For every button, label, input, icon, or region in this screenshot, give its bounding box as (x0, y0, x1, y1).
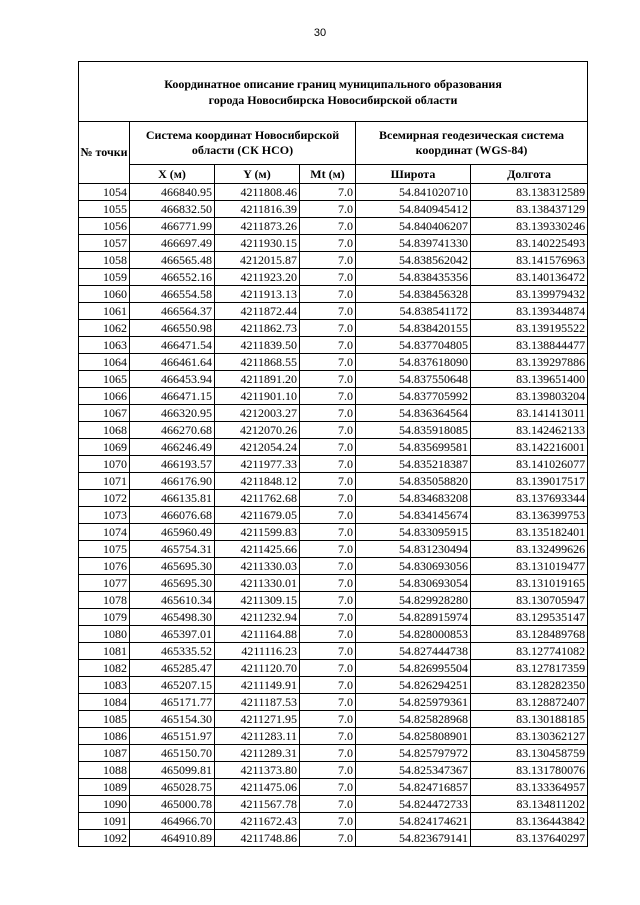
cell-x: 465397.01 (130, 626, 215, 643)
cell-x: 465171.77 (130, 694, 215, 711)
cell-latitude: 54.840406207 (356, 218, 471, 235)
cell-x: 465000.78 (130, 796, 215, 813)
table-row (79, 507, 588, 524)
cell-latitude: 54.830693056 (356, 558, 471, 575)
cell-x: 466471.54 (130, 337, 215, 354)
cell-latitude: 54.827444738 (356, 643, 471, 660)
cell-y: 4211475.06 (215, 779, 300, 796)
cell-y: 4211567.78 (215, 796, 300, 813)
cell-mt: 7.0 (300, 269, 356, 286)
cell-point-number: 1070 (79, 456, 130, 473)
cell-longitude: 83.133364957 (471, 779, 588, 796)
cell-x: 464966.70 (130, 813, 215, 830)
cell-point-number: 1091 (79, 813, 130, 830)
page-number: 30 (313, 27, 327, 39)
table-row (79, 371, 588, 388)
cell-longitude: 83.138312589 (471, 184, 588, 201)
header-latitude: Широта (356, 165, 471, 184)
cell-longitude: 83.130362127 (471, 728, 588, 745)
table-row (79, 218, 588, 235)
cell-mt: 7.0 (300, 558, 356, 575)
cell-latitude: 54.837704805 (356, 337, 471, 354)
cell-x: 466697.49 (130, 235, 215, 252)
cell-mt: 7.0 (300, 524, 356, 541)
table-row (79, 626, 588, 643)
table-row (79, 184, 588, 201)
cell-point-number: 1066 (79, 388, 130, 405)
cell-point-number: 1088 (79, 762, 130, 779)
cell-y: 4211283.11 (215, 728, 300, 745)
cell-point-number: 1076 (79, 558, 130, 575)
cell-x: 465028.75 (130, 779, 215, 796)
table-row (79, 337, 588, 354)
cell-mt: 7.0 (300, 779, 356, 796)
cell-latitude: 54.830693054 (356, 575, 471, 592)
cell-y: 4211116.23 (215, 643, 300, 660)
table-row (79, 235, 588, 252)
table-row (79, 745, 588, 762)
cell-point-number: 1060 (79, 286, 130, 303)
cell-point-number: 1086 (79, 728, 130, 745)
table-row (79, 524, 588, 541)
table-row (79, 609, 588, 626)
cell-y: 4211923.20 (215, 269, 300, 286)
cell-longitude: 83.132499626 (471, 541, 588, 558)
cell-point-number: 1064 (79, 354, 130, 371)
cell-mt: 7.0 (300, 286, 356, 303)
table-row (79, 456, 588, 473)
cell-latitude: 54.838420155 (356, 320, 471, 337)
cell-latitude: 54.824716857 (356, 779, 471, 796)
cell-y: 4211868.55 (215, 354, 300, 371)
cell-y: 4211672.43 (215, 813, 300, 830)
cell-point-number: 1092 (79, 830, 130, 847)
table-body (79, 184, 588, 847)
cell-mt: 7.0 (300, 456, 356, 473)
table-row (79, 813, 588, 830)
cell-point-number: 1071 (79, 473, 130, 490)
header-point-number: № точки (79, 122, 130, 184)
cell-y: 4212015.87 (215, 252, 300, 269)
cell-y: 4211330.01 (215, 575, 300, 592)
header-y: Y (м) (215, 165, 300, 184)
cell-longitude: 83.139297886 (471, 354, 588, 371)
table-title (79, 62, 588, 122)
cell-point-number: 1057 (79, 235, 130, 252)
cell-longitude: 83.139979432 (471, 286, 588, 303)
cell-mt: 7.0 (300, 252, 356, 269)
cell-latitude: 54.833095915 (356, 524, 471, 541)
title-line-1: Координатное описание границ муниципального образования (164, 76, 502, 91)
header-wgs-system: Всемирная геодезическая система координат (WGS-84) (356, 122, 588, 165)
cell-latitude: 54.836364564 (356, 405, 471, 422)
cell-y: 4212003.27 (215, 405, 300, 422)
cell-mt: 7.0 (300, 592, 356, 609)
table-row (79, 762, 588, 779)
cell-y: 4211862.73 (215, 320, 300, 337)
cell-point-number: 1090 (79, 796, 130, 813)
cell-mt: 7.0 (300, 728, 356, 745)
cell-x: 466453.94 (130, 371, 215, 388)
cell-mt: 7.0 (300, 388, 356, 405)
cell-x: 465498.30 (130, 609, 215, 626)
table-row (79, 354, 588, 371)
cell-mt: 7.0 (300, 796, 356, 813)
cell-longitude: 83.141576963 (471, 252, 588, 269)
cell-latitude: 54.840945412 (356, 201, 471, 218)
cell-mt: 7.0 (300, 473, 356, 490)
cell-longitude: 83.139651400 (471, 371, 588, 388)
cell-longitude: 83.141026077 (471, 456, 588, 473)
cell-point-number: 1083 (79, 677, 130, 694)
cell-longitude: 83.128489768 (471, 626, 588, 643)
table-row (79, 320, 588, 337)
cell-longitude: 83.136399753 (471, 507, 588, 524)
cell-point-number: 1078 (79, 592, 130, 609)
cell-point-number: 1081 (79, 643, 130, 660)
cell-x: 466565.48 (130, 252, 215, 269)
cell-longitude: 83.139195522 (471, 320, 588, 337)
cell-y: 4211977.33 (215, 456, 300, 473)
cell-latitude: 54.835699581 (356, 439, 471, 456)
cell-point-number: 1089 (79, 779, 130, 796)
cell-point-number: 1061 (79, 303, 130, 320)
cell-point-number: 1058 (79, 252, 130, 269)
cell-mt: 7.0 (300, 439, 356, 456)
cell-latitude: 54.834145674 (356, 507, 471, 524)
cell-x: 465099.81 (130, 762, 215, 779)
cell-mt: 7.0 (300, 337, 356, 354)
cell-latitude: 54.825797972 (356, 745, 471, 762)
table-row (79, 303, 588, 320)
cell-point-number: 1067 (79, 405, 130, 422)
cell-longitude: 83.139330246 (471, 218, 588, 235)
cell-mt: 7.0 (300, 541, 356, 558)
cell-y: 4211149.91 (215, 677, 300, 694)
cell-mt: 7.0 (300, 609, 356, 626)
table-row (79, 388, 588, 405)
table-row (79, 728, 588, 745)
cell-y: 4211373.80 (215, 762, 300, 779)
cell-latitude: 54.837550648 (356, 371, 471, 388)
table-row (79, 490, 588, 507)
cell-mt: 7.0 (300, 762, 356, 779)
cell-mt: 7.0 (300, 371, 356, 388)
table-row (79, 575, 588, 592)
table-row (79, 541, 588, 558)
cell-x: 465610.34 (130, 592, 215, 609)
cell-longitude: 83.128282350 (471, 677, 588, 694)
cell-latitude: 54.835218387 (356, 456, 471, 473)
header-mt: Mt (м) (300, 165, 356, 184)
cell-mt: 7.0 (300, 354, 356, 371)
cell-x: 465151.97 (130, 728, 215, 745)
header-longitude: Долгота (471, 165, 588, 184)
cell-mt: 7.0 (300, 490, 356, 507)
cell-latitude: 54.838541172 (356, 303, 471, 320)
cell-x: 466461.64 (130, 354, 215, 371)
cell-latitude: 54.826995504 (356, 660, 471, 677)
cell-mt: 7.0 (300, 405, 356, 422)
cell-x: 465695.30 (130, 575, 215, 592)
cell-x: 465335.52 (130, 643, 215, 660)
cell-x: 466840.95 (130, 184, 215, 201)
cell-y: 4211748.86 (215, 830, 300, 847)
cell-longitude: 83.131780076 (471, 762, 588, 779)
cell-point-number: 1077 (79, 575, 130, 592)
cell-latitude: 54.838456328 (356, 286, 471, 303)
cell-mt: 7.0 (300, 813, 356, 830)
cell-latitude: 54.835918085 (356, 422, 471, 439)
cell-longitude: 83.142462133 (471, 422, 588, 439)
cell-latitude: 54.837705992 (356, 388, 471, 405)
cell-longitude: 83.140225493 (471, 235, 588, 252)
cell-longitude: 83.138844477 (471, 337, 588, 354)
cell-x: 466471.15 (130, 388, 215, 405)
cell-y: 4211901.10 (215, 388, 300, 405)
cell-x: 466270.68 (130, 422, 215, 439)
cell-y: 4211816.39 (215, 201, 300, 218)
cell-y: 4211330.03 (215, 558, 300, 575)
cell-y: 4211808.46 (215, 184, 300, 201)
cell-longitude: 83.129535147 (471, 609, 588, 626)
cell-latitude: 54.835058820 (356, 473, 471, 490)
header-local-system: Система координат Новосибирской области (СК НСО) (130, 122, 356, 165)
cell-mt: 7.0 (300, 422, 356, 439)
table-row (79, 711, 588, 728)
cell-point-number: 1079 (79, 609, 130, 626)
cell-latitude: 54.834683208 (356, 490, 471, 507)
cell-x: 465154.30 (130, 711, 215, 728)
cell-y: 4211289.31 (215, 745, 300, 762)
cell-point-number: 1080 (79, 626, 130, 643)
cell-latitude: 54.824174621 (356, 813, 471, 830)
cell-longitude: 83.128872407 (471, 694, 588, 711)
cell-mt: 7.0 (300, 575, 356, 592)
cell-y: 4212070.26 (215, 422, 300, 439)
cell-longitude: 83.130188185 (471, 711, 588, 728)
cell-y: 4211599.83 (215, 524, 300, 541)
cell-x: 466193.57 (130, 456, 215, 473)
cell-y: 4211425.66 (215, 541, 300, 558)
table-row (79, 405, 588, 422)
cell-x: 466550.98 (130, 320, 215, 337)
cell-latitude: 54.826294251 (356, 677, 471, 694)
header-x: X (м) (130, 165, 215, 184)
cell-latitude: 54.825828968 (356, 711, 471, 728)
cell-mt: 7.0 (300, 303, 356, 320)
cell-y: 4211848.12 (215, 473, 300, 490)
cell-y: 4211872.44 (215, 303, 300, 320)
cell-mt: 7.0 (300, 235, 356, 252)
cell-point-number: 1085 (79, 711, 130, 728)
cell-longitude: 83.127741082 (471, 643, 588, 660)
cell-x: 465695.30 (130, 558, 215, 575)
table-row (79, 830, 588, 847)
cell-y: 4211913.13 (215, 286, 300, 303)
cell-longitude: 83.127817359 (471, 660, 588, 677)
cell-mt: 7.0 (300, 320, 356, 337)
table-row (79, 677, 588, 694)
cell-longitude: 83.135182401 (471, 524, 588, 541)
coordinates-table (78, 61, 588, 847)
cell-mt: 7.0 (300, 677, 356, 694)
cell-x: 464910.89 (130, 830, 215, 847)
cell-x: 466176.90 (130, 473, 215, 490)
cell-longitude: 83.130458759 (471, 745, 588, 762)
cell-latitude: 54.828000853 (356, 626, 471, 643)
cell-y: 4212054.24 (215, 439, 300, 456)
cell-mt: 7.0 (300, 745, 356, 762)
cell-x: 466552.16 (130, 269, 215, 286)
cell-y: 4211930.15 (215, 235, 300, 252)
cell-y: 4211164.88 (215, 626, 300, 643)
cell-point-number: 1073 (79, 507, 130, 524)
cell-point-number: 1087 (79, 745, 130, 762)
cell-mt: 7.0 (300, 507, 356, 524)
cell-x: 465754.31 (130, 541, 215, 558)
cell-mt: 7.0 (300, 830, 356, 847)
cell-x: 466076.68 (130, 507, 215, 524)
cell-point-number: 1074 (79, 524, 130, 541)
cell-latitude: 54.841020710 (356, 184, 471, 201)
cell-mt: 7.0 (300, 694, 356, 711)
cell-point-number: 1059 (79, 269, 130, 286)
cell-point-number: 1072 (79, 490, 130, 507)
cell-y: 4211762.68 (215, 490, 300, 507)
cell-longitude: 83.134811202 (471, 796, 588, 813)
cell-x: 465150.70 (130, 745, 215, 762)
cell-latitude: 54.828915974 (356, 609, 471, 626)
table-row (79, 439, 588, 456)
table-row (79, 592, 588, 609)
cell-latitude: 54.825808901 (356, 728, 471, 745)
cell-latitude: 54.839741330 (356, 235, 471, 252)
cell-y: 4211120.70 (215, 660, 300, 677)
cell-point-number: 1054 (79, 184, 130, 201)
table-row (79, 779, 588, 796)
cell-x: 466135.81 (130, 490, 215, 507)
cell-point-number: 1062 (79, 320, 130, 337)
table-row (79, 558, 588, 575)
cell-point-number: 1069 (79, 439, 130, 456)
cell-longitude: 83.139344874 (471, 303, 588, 320)
cell-mt: 7.0 (300, 218, 356, 235)
title-line-2: города Новосибирска Новосибирской области (208, 92, 458, 107)
table-row (79, 269, 588, 286)
table-row (79, 252, 588, 269)
cell-y: 4211891.20 (215, 371, 300, 388)
cell-x: 466771.99 (130, 218, 215, 235)
cell-mt: 7.0 (300, 201, 356, 218)
cell-latitude: 54.825979361 (356, 694, 471, 711)
cell-mt: 7.0 (300, 184, 356, 201)
cell-point-number: 1084 (79, 694, 130, 711)
cell-x: 466246.49 (130, 439, 215, 456)
cell-longitude: 83.137693344 (471, 490, 588, 507)
cell-latitude: 54.837618090 (356, 354, 471, 371)
cell-y: 4211187.53 (215, 694, 300, 711)
cell-y: 4211271.95 (215, 711, 300, 728)
cell-point-number: 1065 (79, 371, 130, 388)
cell-longitude: 83.139803204 (471, 388, 588, 405)
cell-y: 4211679.05 (215, 507, 300, 524)
cell-longitude: 83.140136472 (471, 269, 588, 286)
cell-x: 465207.15 (130, 677, 215, 694)
cell-x: 465285.47 (130, 660, 215, 677)
table-row (79, 796, 588, 813)
cell-y: 4211873.26 (215, 218, 300, 235)
cell-mt: 7.0 (300, 643, 356, 660)
cell-latitude: 54.831230494 (356, 541, 471, 558)
cell-x: 466832.50 (130, 201, 215, 218)
cell-x: 466564.37 (130, 303, 215, 320)
cell-latitude: 54.838562042 (356, 252, 471, 269)
cell-point-number: 1063 (79, 337, 130, 354)
cell-x: 466554.58 (130, 286, 215, 303)
table-row (79, 694, 588, 711)
cell-longitude: 83.138437129 (471, 201, 588, 218)
cell-longitude: 83.139017517 (471, 473, 588, 490)
cell-longitude: 83.130705947 (471, 592, 588, 609)
cell-latitude: 54.823679141 (356, 830, 471, 847)
cell-x: 466320.95 (130, 405, 215, 422)
cell-latitude: 54.838435356 (356, 269, 471, 286)
table-row (79, 473, 588, 490)
cell-y: 4211232.94 (215, 609, 300, 626)
cell-point-number: 1068 (79, 422, 130, 439)
table-row (79, 660, 588, 677)
cell-latitude: 54.829928280 (356, 592, 471, 609)
cell-mt: 7.0 (300, 711, 356, 728)
cell-longitude: 83.131019165 (471, 575, 588, 592)
cell-point-number: 1075 (79, 541, 130, 558)
cell-point-number: 1082 (79, 660, 130, 677)
cell-latitude: 54.825347367 (356, 762, 471, 779)
cell-latitude: 54.824472733 (356, 796, 471, 813)
cell-point-number: 1056 (79, 218, 130, 235)
cell-mt: 7.0 (300, 660, 356, 677)
cell-point-number: 1055 (79, 201, 130, 218)
cell-y: 4211309.15 (215, 592, 300, 609)
table-row (79, 201, 588, 218)
cell-longitude: 83.136443842 (471, 813, 588, 830)
table-row (79, 643, 588, 660)
table-row (79, 422, 588, 439)
cell-longitude: 83.142216001 (471, 439, 588, 456)
cell-y: 4211839.50 (215, 337, 300, 354)
table-row (79, 286, 588, 303)
cell-mt: 7.0 (300, 626, 356, 643)
cell-longitude: 83.137640297 (471, 830, 588, 847)
cell-longitude: 83.131019477 (471, 558, 588, 575)
cell-x: 465960.49 (130, 524, 215, 541)
cell-longitude: 83.141413011 (471, 405, 588, 422)
